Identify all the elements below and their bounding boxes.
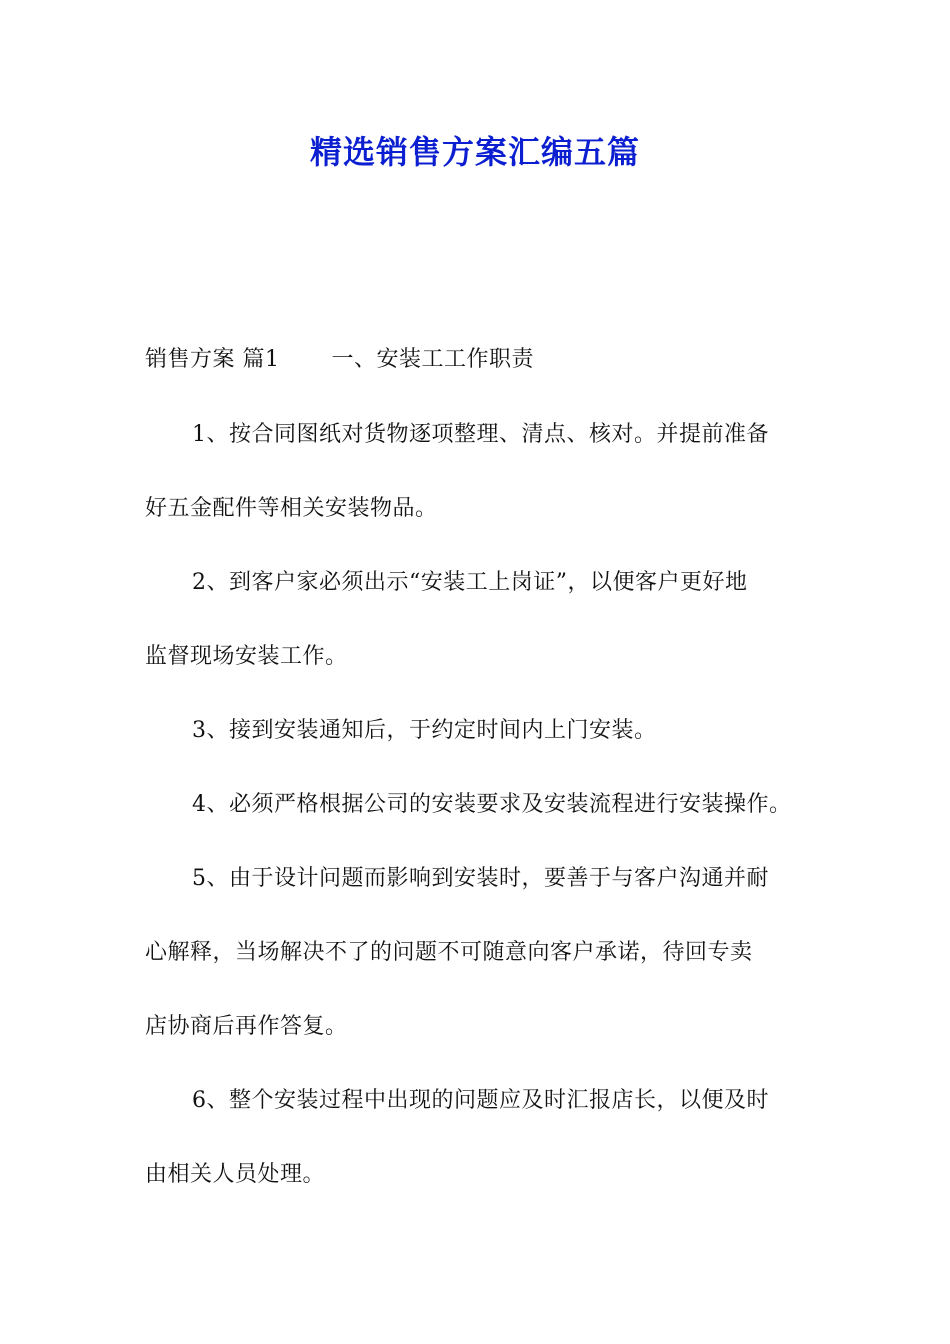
section-label: 销售方案 篇1	[145, 347, 280, 372]
paragraph-line: 监督现场安装工作。	[145, 644, 348, 669]
paragraph-line: 由相关人员处理。	[145, 1162, 326, 1187]
section-header-line	[145, 345, 825, 375]
paragraph-line: 3、接到安装通知后，于约定时间内上门安装。	[192, 718, 657, 743]
paragraph-line: 4、必须严格根据公司的安装要求及安装流程进行安装操作。	[192, 792, 792, 817]
document-title: 精选销售方案汇编五篇	[309, 133, 640, 171]
section-heading: 一、安装工工作职责	[331, 347, 535, 372]
paragraph-line: 2、到客户家必须出示“安装工上岗证”，以便客户更好地	[192, 570, 748, 595]
paragraph-line: 心解释，当场解决不了的问题不可随意向客户承诺，待回专卖	[145, 940, 753, 965]
paragraph-line: 店协商后再作答复。	[145, 1014, 348, 1039]
paragraph-line: 6、整个安装过程中出现的问题应及时汇报店长，以便及时	[192, 1088, 769, 1113]
paragraph-line: 好五金配件等相关安装物品。	[145, 496, 438, 521]
paragraph-line: 1、按合同图纸对货物逐项整理、清点、核对。并提前准备	[192, 422, 769, 447]
paragraph-line: 5、由于设计问题而影响到安装时，要善于与客户沟通并耐	[192, 866, 769, 891]
